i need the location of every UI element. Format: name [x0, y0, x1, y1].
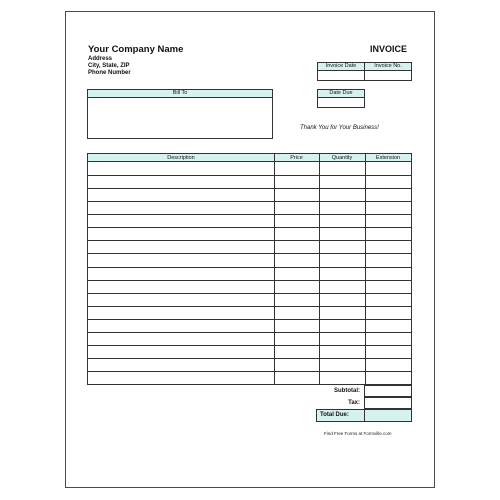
table-row-line	[88, 293, 411, 294]
table-row-line	[88, 253, 411, 254]
company-phone: Phone Number	[88, 70, 131, 76]
company-address: Address	[88, 56, 113, 62]
table-row-line	[88, 332, 411, 333]
table-row-line	[88, 306, 411, 307]
col-price: Price	[290, 155, 303, 161]
subtotal-label: Subtotal:	[334, 388, 360, 394]
invoice-meta-box	[317, 62, 412, 81]
table-row-line	[88, 371, 411, 372]
total-due-field[interactable]	[364, 409, 412, 422]
table-row-line	[88, 175, 411, 176]
total-due-bottom-border	[316, 421, 364, 422]
table-row-line	[88, 201, 411, 202]
invoice-date-field[interactable]	[318, 71, 364, 80]
company-city: City, State, ZIP	[88, 63, 130, 69]
bill-to-box	[87, 89, 273, 139]
invoice-date-label: Invoice Date	[318, 63, 364, 71]
items-table	[87, 153, 412, 385]
table-row-line	[88, 280, 411, 281]
invoice-no-label: Invoice No.	[365, 63, 411, 71]
table-row-line	[88, 188, 411, 189]
table-row-line	[88, 214, 411, 215]
tax-field[interactable]	[364, 397, 412, 409]
footer-note: Find Free Forms at Formville.com	[324, 431, 392, 436]
invoice-title: INVOICE	[370, 44, 408, 54]
thank-you-note: Thank You for Your Business!	[300, 125, 379, 131]
invoice-no-field[interactable]	[365, 71, 411, 80]
date-due-label: Date Due	[318, 90, 364, 98]
invoice-page	[65, 11, 435, 488]
company-name: Your Company Name	[88, 44, 184, 55]
bill-to-field[interactable]	[88, 98, 272, 138]
table-row-line	[88, 358, 411, 359]
table-row-line	[88, 227, 411, 228]
table-row-line	[88, 319, 411, 320]
col-quantity: Quantity	[331, 155, 353, 161]
total-due-label: Total Due:	[320, 412, 349, 418]
total-due-top-border	[316, 409, 364, 410]
table-row-line	[88, 345, 411, 346]
table-row-line	[88, 240, 411, 241]
col-extension: Extension	[375, 155, 401, 161]
date-due-field[interactable]	[318, 98, 364, 107]
table-row-line	[88, 267, 411, 268]
tax-label: Tax:	[348, 400, 360, 406]
total-due-left-border	[316, 409, 317, 422]
col-description: Description	[167, 155, 195, 161]
subtotal-field[interactable]	[364, 385, 412, 397]
bill-to-label: Bill To	[88, 90, 272, 98]
date-due-box	[317, 89, 365, 108]
